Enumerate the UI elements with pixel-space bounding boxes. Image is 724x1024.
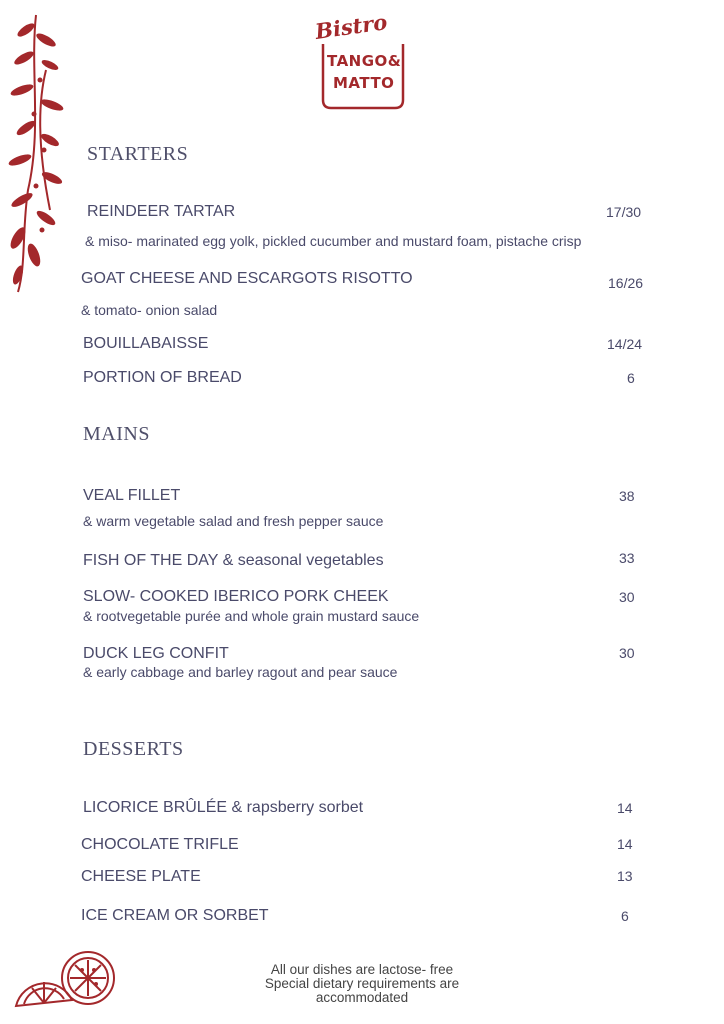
menu-item-price: 14/24 (607, 336, 643, 352)
menu-item-price: 38 (619, 488, 635, 504)
section-heading-mains: MAINS (83, 423, 150, 445)
menu-item-name: CHEESE PLATE (81, 868, 201, 885)
footer-note (212, 963, 512, 1005)
logo-script-text: Bistro (313, 9, 389, 44)
bistro-logo (311, 9, 407, 108)
section-heading-desserts: DESSERTS (83, 738, 184, 760)
menu-item-price: 16/26 (608, 275, 644, 291)
menu-item-price: 13 (617, 868, 633, 884)
menu-item-description: & miso- marinated egg yolk, pickled cucumber and mustard foam, pistache crisp (85, 233, 582, 249)
menu-item-price: 17/30 (606, 204, 642, 220)
citrus-slices-icon (10, 948, 120, 1018)
menu-item-name: DUCK LEG CONFIT (83, 645, 229, 662)
menu-item-price: 33 (619, 550, 635, 566)
footer-line-1: All our dishes are lactose- free (270, 962, 454, 977)
menu-item-price: 6 (627, 370, 635, 386)
menu-item-name: PORTION OF BREAD (83, 369, 242, 386)
menu-item-price: 30 (619, 645, 635, 661)
logo-line-2: MATTO (333, 74, 395, 92)
menu-item-price: 6 (621, 908, 629, 924)
menu-item-name: LICORICE BRÛLÉE & rapsberry sorbet (83, 799, 364, 816)
menu-item-name: FISH OF THE DAY & seasonal vegetables (83, 552, 384, 569)
menu-item-description: & early cabbage and barley ragout and pear sauce (83, 664, 398, 680)
menu-item-price: 30 (619, 589, 635, 605)
menu-item-description: & warm vegetable salad and fresh pepper sauce (83, 513, 384, 529)
botanical-branches-icon (6, 10, 68, 295)
menu-item-name: BOUILLABAISSE (83, 335, 209, 352)
menu-item-price: 14 (617, 836, 633, 852)
menu-item-name: GOAT CHEESE AND ESCARGOTS RISOTTO (81, 270, 413, 287)
menu-item-description: & tomato- onion salad (81, 302, 218, 318)
footer-line-2: Special dietary requirements are (264, 976, 460, 991)
logo-line-1: TANGO& (327, 52, 402, 70)
footer-line-3: accommodated (315, 990, 409, 1005)
menu-item-name: SLOW- COOKED IBERICO PORK CHEEK (83, 588, 389, 605)
section-heading-starters: STARTERS (87, 143, 189, 165)
menu-item-name: ICE CREAM OR SORBET (81, 907, 269, 924)
menu-item-name: VEAL FILLET (83, 487, 181, 504)
menu-item-name: REINDEER TARTAR (87, 203, 236, 220)
menu-item-name: CHOCOLATE TRIFLE (81, 836, 239, 853)
menu-item-description: & rootvegetable purée and whole grain mustard sauce (83, 608, 420, 624)
menu-item-price: 14 (617, 800, 633, 816)
